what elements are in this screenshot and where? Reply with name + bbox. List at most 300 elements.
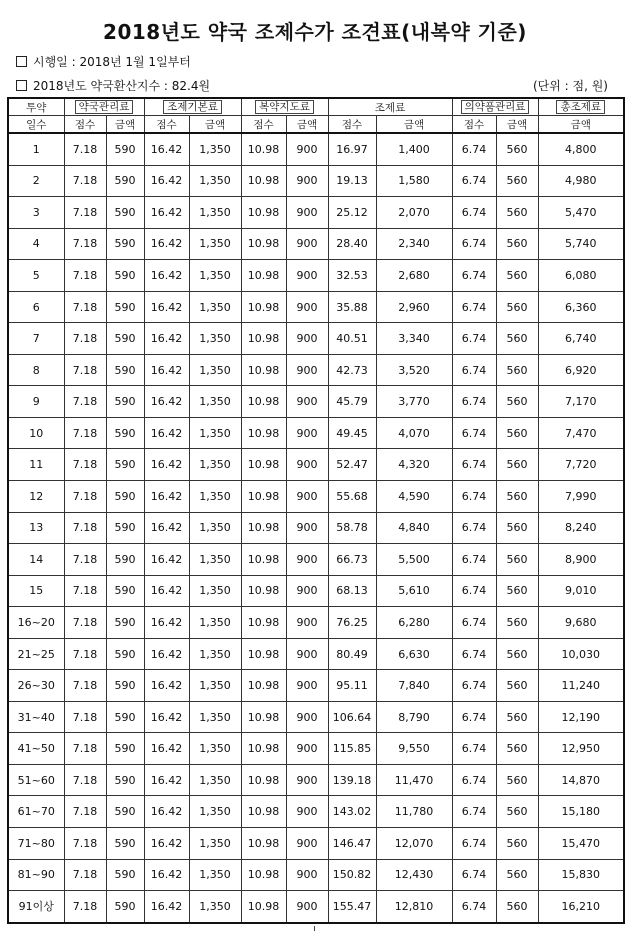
cell-guidance-amount: 900 [286, 260, 328, 292]
cell-drug-points: 6.74 [452, 638, 496, 670]
cell-guidance-amount: 900 [286, 512, 328, 544]
header-points: 점수 [328, 116, 376, 134]
cell-guidance-amount: 900 [286, 354, 328, 386]
cell-basic-amount: 1,350 [189, 544, 241, 576]
cell-mgmt-points: 7.18 [64, 796, 106, 828]
cell-basic-amount: 1,350 [189, 828, 241, 860]
cell-dispense-amount: 7,840 [376, 670, 452, 702]
cell-dispense-points: 40.51 [328, 323, 376, 355]
cell-mgmt-points: 7.18 [64, 481, 106, 513]
cell-dispense-amount: 5,610 [376, 575, 452, 607]
cell-guidance-amount: 900 [286, 733, 328, 765]
cell-drug-points: 6.74 [452, 701, 496, 733]
cell-guidance-amount: 900 [286, 544, 328, 576]
cell-basic-points: 16.42 [144, 859, 189, 891]
cell-mgmt-amount: 590 [106, 165, 144, 197]
cell-guidance-points: 10.98 [241, 354, 286, 386]
cell-drug-amount: 560 [496, 638, 538, 670]
header-amount: 금액 [538, 116, 624, 134]
cell-guidance-points: 10.98 [241, 197, 286, 229]
cell-basic-amount: 1,350 [189, 417, 241, 449]
cell-dispense-points: 19.13 [328, 165, 376, 197]
cell-mgmt-points: 7.18 [64, 828, 106, 860]
cell-total-amount: 12,950 [538, 733, 624, 765]
cell-drug-amount: 560 [496, 796, 538, 828]
table-row [8, 165, 624, 197]
cell-basic-amount: 1,350 [189, 512, 241, 544]
cell-dispense-amount: 2,340 [376, 228, 452, 260]
cell-dispense-points: 80.49 [328, 638, 376, 670]
cell-guidance-amount: 900 [286, 165, 328, 197]
cell-drug-amount: 560 [496, 165, 538, 197]
cell-days: 41~50 [8, 733, 64, 765]
cell-guidance-points: 10.98 [241, 859, 286, 891]
cell-dispense-points: 55.68 [328, 481, 376, 513]
cell-dispense-points: 16.97 [328, 133, 376, 165]
cell-drug-amount: 560 [496, 291, 538, 323]
cell-mgmt-amount: 590 [106, 701, 144, 733]
cell-mgmt-points: 7.18 [64, 260, 106, 292]
cell-basic-amount: 1,350 [189, 165, 241, 197]
cell-mgmt-points: 7.18 [64, 417, 106, 449]
cell-dispense-amount: 4,070 [376, 417, 452, 449]
cell-mgmt-points: 7.18 [64, 764, 106, 796]
cell-mgmt-amount: 590 [106, 133, 144, 165]
cell-drug-points: 6.74 [452, 291, 496, 323]
cell-total-amount: 5,740 [538, 228, 624, 260]
cell-dispense-amount: 1,400 [376, 133, 452, 165]
cell-total-amount: 15,180 [538, 796, 624, 828]
cell-dispense-amount: 4,840 [376, 512, 452, 544]
cell-mgmt-amount: 590 [106, 228, 144, 260]
cell-total-amount: 6,360 [538, 291, 624, 323]
header-basic-dispensing: 조제기본료 [144, 98, 241, 116]
table-row [8, 386, 624, 418]
cell-mgmt-points: 7.18 [64, 891, 106, 923]
cell-dispense-points: 150.82 [328, 859, 376, 891]
cell-days: 15 [8, 575, 64, 607]
cell-dispense-points: 58.78 [328, 512, 376, 544]
cell-drug-amount: 560 [496, 228, 538, 260]
cell-guidance-amount: 900 [286, 575, 328, 607]
cell-guidance-amount: 900 [286, 133, 328, 165]
cell-mgmt-amount: 590 [106, 544, 144, 576]
table-row [8, 828, 624, 860]
cell-basic-amount: 1,350 [189, 228, 241, 260]
table-row [8, 764, 624, 796]
cell-basic-points: 16.42 [144, 764, 189, 796]
cell-total-amount: 4,800 [538, 133, 624, 165]
table-row [8, 481, 624, 513]
cell-dispense-amount: 3,520 [376, 354, 452, 386]
cell-mgmt-amount: 590 [106, 512, 144, 544]
cell-drug-points: 6.74 [452, 323, 496, 355]
cell-guidance-amount: 900 [286, 764, 328, 796]
cell-total-amount: 4,980 [538, 165, 624, 197]
cell-dispense-points: 66.73 [328, 544, 376, 576]
cell-days: 10 [8, 417, 64, 449]
cell-guidance-amount: 900 [286, 228, 328, 260]
cell-dispense-amount: 11,780 [376, 796, 452, 828]
cell-guidance-points: 10.98 [241, 733, 286, 765]
cell-basic-points: 16.42 [144, 481, 189, 513]
cell-basic-amount: 1,350 [189, 354, 241, 386]
cell-mgmt-points: 7.18 [64, 701, 106, 733]
cell-guidance-points: 10.98 [241, 291, 286, 323]
cell-days: 7 [8, 323, 64, 355]
cell-days: 4 [8, 228, 64, 260]
cell-mgmt-points: 7.18 [64, 733, 106, 765]
cell-days: 5 [8, 260, 64, 292]
cell-days: 8 [8, 354, 64, 386]
cell-days: 3 [8, 197, 64, 229]
cell-guidance-amount: 900 [286, 481, 328, 513]
table-row [8, 228, 624, 260]
cell-mgmt-amount: 590 [106, 670, 144, 702]
unit-note: (단위 : 점, 원) [532, 79, 608, 93]
cell-drug-amount: 560 [496, 764, 538, 796]
cell-drug-amount: 560 [496, 607, 538, 639]
cell-guidance-points: 10.98 [241, 670, 286, 702]
cell-basic-amount: 1,350 [189, 197, 241, 229]
cell-basic-points: 16.42 [144, 607, 189, 639]
header-amount: 금액 [106, 116, 144, 134]
cell-guidance-amount: 900 [286, 701, 328, 733]
cell-dispense-amount: 4,320 [376, 449, 452, 481]
table-row [8, 197, 624, 229]
cell-mgmt-amount: 590 [106, 764, 144, 796]
cell-total-amount: 11,240 [538, 670, 624, 702]
table-row [8, 260, 624, 292]
cell-drug-points: 6.74 [452, 607, 496, 639]
cell-dispense-amount: 6,280 [376, 607, 452, 639]
cell-basic-amount: 1,350 [189, 701, 241, 733]
cell-drug-amount: 560 [496, 701, 538, 733]
cell-drug-points: 6.74 [452, 670, 496, 702]
cell-guidance-amount: 900 [286, 638, 328, 670]
cell-total-amount: 12,190 [538, 701, 624, 733]
cell-guidance-amount: 900 [286, 859, 328, 891]
cell-dispense-points: 32.53 [328, 260, 376, 292]
cell-guidance-amount: 900 [286, 197, 328, 229]
cell-total-amount: 15,470 [538, 828, 624, 860]
cell-basic-points: 16.42 [144, 291, 189, 323]
cell-dispense-points: 35.88 [328, 291, 376, 323]
table-row [8, 417, 624, 449]
cell-days: 6 [8, 291, 64, 323]
cell-guidance-points: 10.98 [241, 481, 286, 513]
cell-total-amount: 7,170 [538, 386, 624, 418]
cell-mgmt-amount: 590 [106, 417, 144, 449]
cell-dispense-amount: 12,430 [376, 859, 452, 891]
cell-dispense-points: 28.40 [328, 228, 376, 260]
table-row [8, 354, 624, 386]
cell-basic-points: 16.42 [144, 323, 189, 355]
cell-basic-amount: 1,350 [189, 859, 241, 891]
cell-days: 12 [8, 481, 64, 513]
cell-basic-amount: 1,350 [189, 575, 241, 607]
cell-drug-amount: 560 [496, 544, 538, 576]
cell-drug-points: 6.74 [452, 512, 496, 544]
table-row [8, 859, 624, 891]
cell-basic-amount: 1,350 [189, 133, 241, 165]
cell-dispense-amount: 3,340 [376, 323, 452, 355]
header-amount: 금액 [376, 116, 452, 134]
cell-guidance-points: 10.98 [241, 764, 286, 796]
cell-mgmt-amount: 590 [106, 828, 144, 860]
header-points: 점수 [452, 116, 496, 134]
cell-dispense-points: 25.12 [328, 197, 376, 229]
table-row [8, 544, 624, 576]
cell-drug-amount: 560 [496, 133, 538, 165]
cell-dispense-amount: 6,630 [376, 638, 452, 670]
cell-guidance-points: 10.98 [241, 544, 286, 576]
cell-dispense-points: 52.47 [328, 449, 376, 481]
cell-drug-points: 6.74 [452, 733, 496, 765]
cell-guidance-points: 10.98 [241, 228, 286, 260]
cell-total-amount: 6,740 [538, 323, 624, 355]
cell-dispense-amount: 2,680 [376, 260, 452, 292]
cell-guidance-amount: 900 [286, 828, 328, 860]
cell-drug-points: 6.74 [452, 449, 496, 481]
cell-drug-amount: 560 [496, 481, 538, 513]
cell-basic-points: 16.42 [144, 260, 189, 292]
cell-guidance-points: 10.98 [241, 701, 286, 733]
cell-guidance-points: 10.98 [241, 575, 286, 607]
conversion-index-line [16, 77, 210, 94]
cell-days: 26~30 [8, 670, 64, 702]
cell-basic-points: 16.42 [144, 165, 189, 197]
cell-mgmt-amount: 590 [106, 891, 144, 923]
cell-basic-points: 16.42 [144, 891, 189, 923]
cell-mgmt-amount: 590 [106, 481, 144, 513]
cell-mgmt-points: 7.18 [64, 607, 106, 639]
cell-guidance-points: 10.98 [241, 828, 286, 860]
cell-guidance-points: 10.98 [241, 512, 286, 544]
cell-dispense-amount: 2,960 [376, 291, 452, 323]
cell-days: 71~80 [8, 828, 64, 860]
cell-dispense-amount: 9,550 [376, 733, 452, 765]
cell-mgmt-amount: 590 [106, 197, 144, 229]
header-amount: 금액 [286, 116, 328, 134]
cell-basic-amount: 1,350 [189, 291, 241, 323]
cell-guidance-points: 10.98 [241, 386, 286, 418]
cell-drug-amount: 560 [496, 449, 538, 481]
cell-days: 91이상 [8, 891, 64, 923]
cell-basic-points: 16.42 [144, 417, 189, 449]
cell-guidance-amount: 900 [286, 323, 328, 355]
cell-dispense-points: 106.64 [328, 701, 376, 733]
cell-drug-amount: 560 [496, 828, 538, 860]
cell-dispense-points: 42.73 [328, 354, 376, 386]
cell-drug-points: 6.74 [452, 859, 496, 891]
cell-mgmt-amount: 590 [106, 323, 144, 355]
cell-dispense-points: 115.85 [328, 733, 376, 765]
cell-basic-points: 16.42 [144, 670, 189, 702]
cell-basic-amount: 1,350 [189, 449, 241, 481]
header-points: 점수 [241, 116, 286, 134]
cell-drug-amount: 560 [496, 733, 538, 765]
cell-drug-points: 6.74 [452, 417, 496, 449]
cell-dispense-points: 49.45 [328, 417, 376, 449]
cell-basic-points: 16.42 [144, 512, 189, 544]
cell-mgmt-points: 7.18 [64, 449, 106, 481]
table-row [8, 133, 624, 165]
cell-dispense-points: 155.47 [328, 891, 376, 923]
header-points: 점수 [64, 116, 106, 134]
conversion-index-text: 2018년도 약국환산지수 : 82.4원 [33, 79, 211, 93]
cell-mgmt-points: 7.18 [64, 354, 106, 386]
cell-basic-amount: 1,350 [189, 386, 241, 418]
cell-basic-amount: 1,350 [189, 891, 241, 923]
header-medication-guidance: 복약지도료 [241, 98, 328, 116]
cell-basic-amount: 1,350 [189, 670, 241, 702]
cell-days: 11 [8, 449, 64, 481]
cell-total-amount: 6,920 [538, 354, 624, 386]
table-row [8, 575, 624, 607]
table-row [8, 670, 624, 702]
cell-dispense-amount: 12,070 [376, 828, 452, 860]
cell-mgmt-points: 7.18 [64, 670, 106, 702]
cell-guidance-points: 10.98 [241, 165, 286, 197]
cell-days: 13 [8, 512, 64, 544]
cell-drug-points: 6.74 [452, 481, 496, 513]
cell-basic-points: 16.42 [144, 354, 189, 386]
cell-drug-points: 6.74 [452, 891, 496, 923]
cell-dispense-amount: 1,580 [376, 165, 452, 197]
cell-mgmt-amount: 590 [106, 733, 144, 765]
cell-guidance-points: 10.98 [241, 323, 286, 355]
cell-basic-points: 16.42 [144, 828, 189, 860]
cell-basic-amount: 1,350 [189, 796, 241, 828]
cell-drug-points: 6.74 [452, 828, 496, 860]
fee-table-body [8, 133, 624, 923]
cell-drug-amount: 560 [496, 512, 538, 544]
cell-guidance-points: 10.98 [241, 133, 286, 165]
cell-basic-amount: 1,350 [189, 638, 241, 670]
cell-drug-points: 6.74 [452, 386, 496, 418]
cell-basic-points: 16.42 [144, 701, 189, 733]
header-amount: 금액 [496, 116, 538, 134]
cell-drug-points: 6.74 [452, 796, 496, 828]
cell-dispense-amount: 4,590 [376, 481, 452, 513]
cell-dispense-points: 139.18 [328, 764, 376, 796]
cell-mgmt-points: 7.18 [64, 228, 106, 260]
table-row [8, 638, 624, 670]
cell-guidance-amount: 900 [286, 796, 328, 828]
cell-guidance-points: 10.98 [241, 449, 286, 481]
cell-dispense-points: 45.79 [328, 386, 376, 418]
cell-basic-points: 16.42 [144, 449, 189, 481]
cell-mgmt-points: 7.18 [64, 544, 106, 576]
cell-days: 2 [8, 165, 64, 197]
header-days-bottom: 일수 [8, 116, 64, 134]
cell-mgmt-points: 7.18 [64, 575, 106, 607]
cell-dispense-points: 68.13 [328, 575, 376, 607]
cell-guidance-amount: 900 [286, 891, 328, 923]
cell-mgmt-amount: 590 [106, 607, 144, 639]
cell-drug-amount: 560 [496, 891, 538, 923]
cell-guidance-amount: 900 [286, 386, 328, 418]
cell-guidance-amount: 900 [286, 449, 328, 481]
cell-guidance-amount: 900 [286, 670, 328, 702]
cell-basic-points: 16.42 [144, 197, 189, 229]
cell-days: 14 [8, 544, 64, 576]
cell-basic-points: 16.42 [144, 638, 189, 670]
cell-mgmt-amount: 590 [106, 260, 144, 292]
cell-total-amount: 9,680 [538, 607, 624, 639]
cell-drug-points: 6.74 [452, 544, 496, 576]
header-amount: 금액 [189, 116, 241, 134]
cell-basic-amount: 1,350 [189, 260, 241, 292]
cell-basic-points: 16.42 [144, 133, 189, 165]
cell-dispense-points: 95.11 [328, 670, 376, 702]
table-row [8, 796, 624, 828]
cell-guidance-points: 10.98 [241, 891, 286, 923]
cell-drug-amount: 560 [496, 859, 538, 891]
cell-mgmt-amount: 590 [106, 354, 144, 386]
cell-basic-amount: 1,350 [189, 733, 241, 765]
cell-mgmt-amount: 590 [106, 291, 144, 323]
header-drug-management: 의약품관리료 [452, 98, 538, 116]
cell-basic-points: 16.42 [144, 575, 189, 607]
cell-mgmt-points: 7.18 [64, 165, 106, 197]
cell-drug-points: 6.74 [452, 133, 496, 165]
cell-guidance-amount: 900 [286, 417, 328, 449]
checkbox-square-icon [16, 80, 27, 91]
cell-mgmt-points: 7.18 [64, 197, 106, 229]
header-days-top: 투약 [8, 98, 64, 116]
header-total-fee: 총조제료 [538, 98, 624, 116]
cell-total-amount: 7,720 [538, 449, 624, 481]
cell-total-amount: 9,010 [538, 575, 624, 607]
cell-basic-amount: 1,350 [189, 607, 241, 639]
table-row [8, 323, 624, 355]
header-points: 점수 [144, 116, 189, 134]
cell-basic-points: 16.42 [144, 733, 189, 765]
cell-basic-amount: 1,350 [189, 323, 241, 355]
cell-days: 51~60 [8, 764, 64, 796]
cell-mgmt-points: 7.18 [64, 859, 106, 891]
cell-drug-amount: 560 [496, 417, 538, 449]
cell-basic-points: 16.42 [144, 386, 189, 418]
cell-total-amount: 8,240 [538, 512, 624, 544]
header-pharmacy-management: 약국관리료 [64, 98, 144, 116]
cell-total-amount: 15,830 [538, 859, 624, 891]
cell-drug-amount: 560 [496, 323, 538, 355]
cell-dispense-points: 143.02 [328, 796, 376, 828]
table-row [8, 701, 624, 733]
cell-guidance-amount: 900 [286, 291, 328, 323]
cell-drug-amount: 560 [496, 260, 538, 292]
checkbox-square-icon [16, 56, 27, 67]
cell-days: 21~25 [8, 638, 64, 670]
table-row [8, 607, 624, 639]
cell-basic-amount: 1,350 [189, 481, 241, 513]
cell-days: 16~20 [8, 607, 64, 639]
table-row [8, 891, 624, 923]
cell-dispense-amount: 12,810 [376, 891, 452, 923]
cell-drug-amount: 560 [496, 386, 538, 418]
table-row [8, 449, 624, 481]
cell-basic-amount: 1,350 [189, 764, 241, 796]
cell-total-amount: 16,210 [538, 891, 624, 923]
effective-date-text: 시행일 : 2018년 1월 1일부터 [33, 55, 191, 69]
cell-guidance-points: 10.98 [241, 796, 286, 828]
cell-drug-points: 6.74 [452, 228, 496, 260]
cell-mgmt-amount: 590 [106, 859, 144, 891]
cell-total-amount: 7,470 [538, 417, 624, 449]
